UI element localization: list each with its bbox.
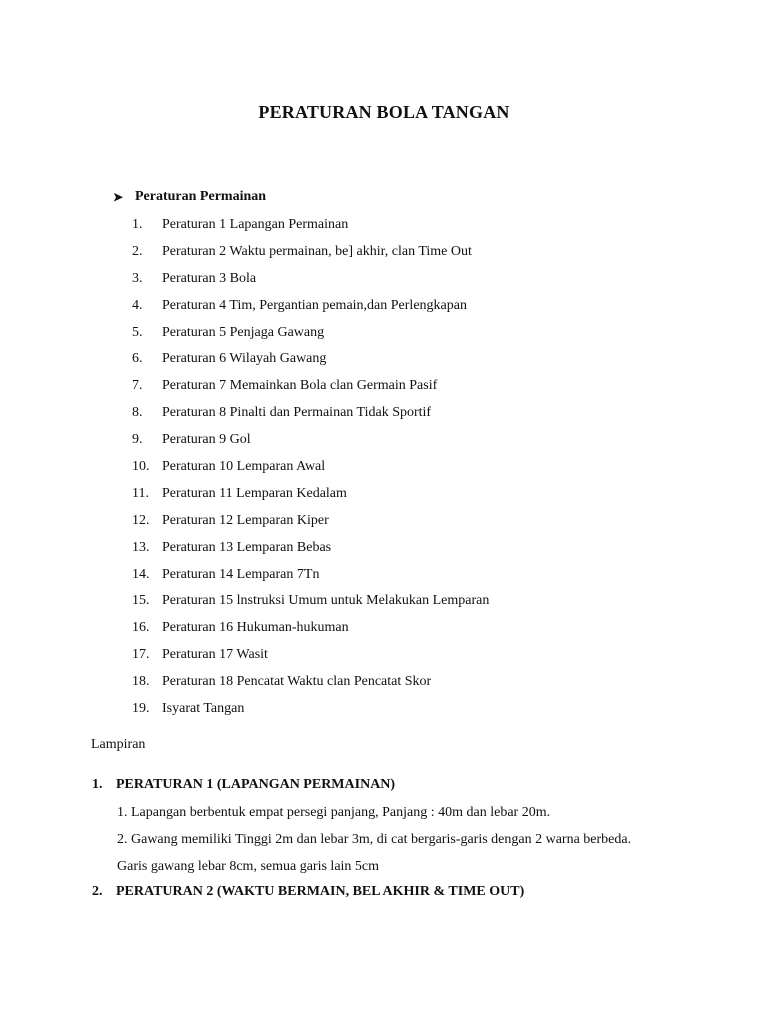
list-item xyxy=(132,402,489,429)
list-item-text: Peraturan 9 Gol xyxy=(162,432,251,448)
list-item xyxy=(132,510,489,537)
section-number: 2. xyxy=(92,884,103,899)
section-heading-text: PERATURAN 2 (WAKTU BERMAIN, BEL AKHIR & TIME OUT) xyxy=(116,884,525,899)
section-heading-peraturan-1 xyxy=(92,777,395,793)
list-item xyxy=(132,698,489,725)
section-heading-text: PERATURAN 1 (LAPANGAN PERMAINAN) xyxy=(116,777,396,792)
list-item-text: Peraturan 6 Wilayah Gawang xyxy=(162,351,327,367)
list-item-number: 18. xyxy=(132,674,150,690)
list-item xyxy=(132,590,489,617)
section-heading-label: Peraturan Permainan xyxy=(135,189,267,204)
list-item xyxy=(132,483,489,510)
list-item-text: Peraturan 16 Hukuman-hukuman xyxy=(162,620,349,636)
list-item xyxy=(132,429,489,456)
rules-list xyxy=(132,214,489,725)
list-item-number: 15. xyxy=(132,593,150,609)
list-item-number: 11. xyxy=(132,485,149,501)
list-item-number: 19. xyxy=(132,701,150,717)
list-item xyxy=(132,295,489,322)
list-item-number: 12. xyxy=(132,512,150,528)
list-item xyxy=(132,456,489,483)
list-item-number: 10. xyxy=(132,459,150,475)
list-item-text: Peraturan 13 Lemparan Bebas xyxy=(162,539,332,555)
list-item-number: 17. xyxy=(132,647,150,663)
list-item-text: Peraturan 14 Lemparan 7Tn xyxy=(162,566,320,582)
list-item-text: Peraturan 8 Pinalti dan Permainan Tidak Sportif xyxy=(162,405,432,421)
list-item-text: Peraturan 1 Lapangan Permainan xyxy=(162,217,349,232)
list-item-number: 6. xyxy=(132,351,143,367)
list-item-number: 9. xyxy=(132,432,143,448)
list-item xyxy=(132,564,489,591)
list-item xyxy=(132,214,489,241)
list-item-text: Peraturan 18 Pencatat Waktu clan Pencatat Skor xyxy=(162,674,432,690)
list-item-number: 13. xyxy=(132,539,150,555)
list-item-text: Peraturan 12 Lemparan Kiper xyxy=(162,512,329,528)
list-item-number: 3. xyxy=(132,270,143,286)
list-item-number: 16. xyxy=(132,620,150,636)
list-item-text: Peraturan 3 Bola xyxy=(162,270,257,286)
list-item-number: 4. xyxy=(132,297,143,313)
list-item-text: Peraturan 15 lnstruksi Umum untuk Melakukan Lemparan xyxy=(162,593,490,609)
list-item xyxy=(132,268,489,295)
paragraph-line: Garis gawang lebar 8cm, semua garis lain 5cm xyxy=(117,859,380,874)
list-item-text: Peraturan 4 Tim, Pergantian pemain,dan Perlengkapan xyxy=(162,297,467,313)
list-item-text: Peraturan 5 Penjaga Gawang xyxy=(162,324,325,340)
lampiran-label: Lampiran xyxy=(91,737,146,752)
list-item-number: 5. xyxy=(132,324,143,340)
document-title: PERATURAN BOLA TANGAN xyxy=(258,102,510,122)
list-item-text: Peraturan 7 Memainkan Bola clan Germain Pasif xyxy=(162,378,438,394)
arrow-bullet-icon: ➤ xyxy=(113,189,124,204)
list-item-number: 2. xyxy=(132,243,143,259)
list-item xyxy=(132,644,489,671)
section-number: 1. xyxy=(92,777,103,792)
paragraph-line: 1. Lapangan berbentuk empat persegi panjang, Panjang : 40m dan lebar 20m. xyxy=(117,805,551,820)
section-heading-peraturan-permainan xyxy=(113,189,266,205)
list-item-text: Peraturan 2 Waktu permainan, be] akhir, clan Time Out xyxy=(162,243,472,259)
paragraph-line: 2. Gawang memiliki Tinggi 2m dan lebar 3m, di cat bergaris-garis dengan 2 warna berbeda. xyxy=(117,832,632,847)
list-item-number: 8. xyxy=(132,405,143,421)
list-item-text: Peraturan 17 Wasit xyxy=(162,647,268,663)
list-item-number: 14. xyxy=(132,566,150,582)
list-item xyxy=(132,617,489,644)
list-item xyxy=(132,322,489,349)
list-item xyxy=(132,241,489,268)
list-item xyxy=(132,375,489,402)
list-item-text: Peraturan 11 Lemparan Kedalam xyxy=(162,485,347,501)
list-item-number: 7. xyxy=(132,378,143,394)
list-item xyxy=(132,537,489,564)
list-item-text: Peraturan 10 Lemparan Awal xyxy=(162,459,326,475)
list-item xyxy=(132,348,489,375)
list-item xyxy=(132,671,489,698)
section-heading-peraturan-2 xyxy=(92,884,524,900)
list-item-text: Isyarat Tangan xyxy=(162,701,245,717)
list-item-number: 1. xyxy=(132,217,143,232)
